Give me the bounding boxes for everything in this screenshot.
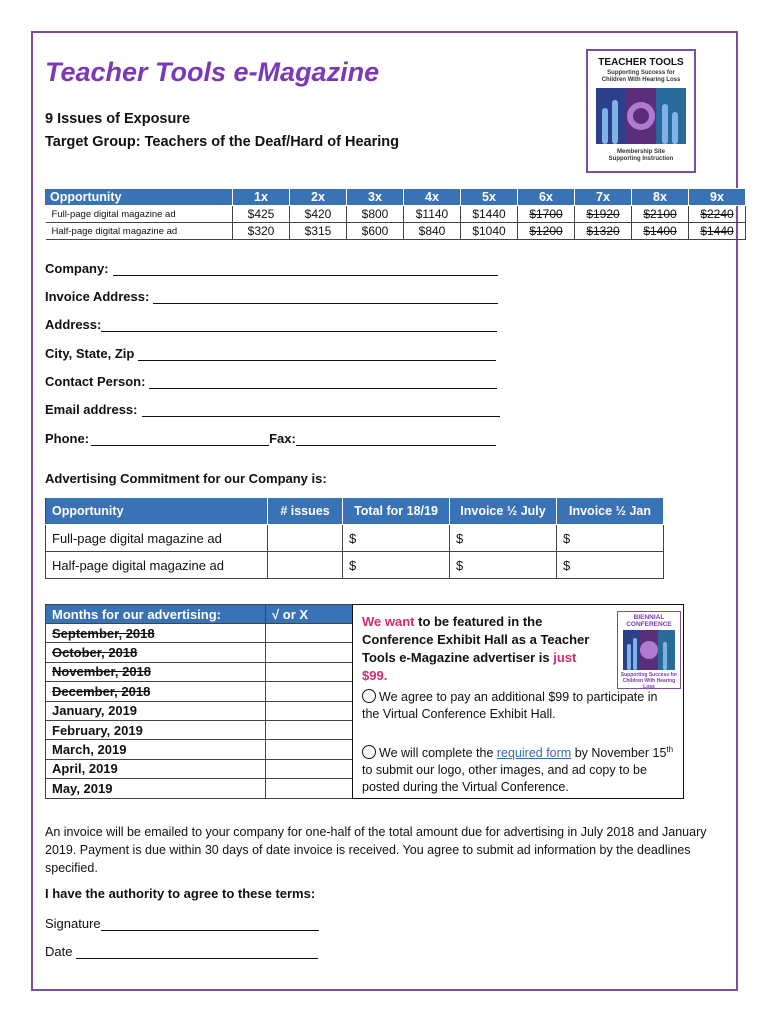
- month-check-cell[interactable]: [266, 779, 353, 798]
- table-row: [46, 223, 746, 240]
- month-label: February, 2019: [46, 720, 266, 739]
- company-label: Company:: [45, 261, 109, 276]
- price-row-label: Full-page digital magazine ad: [46, 206, 233, 223]
- commit-header-total: Total for 18/19: [343, 498, 450, 525]
- signature-field[interactable]: [45, 916, 319, 931]
- logo-tagline: [588, 70, 694, 84]
- fax-label: Fax:: [269, 431, 296, 446]
- months-header-check: √ or X: [266, 605, 353, 624]
- month-label: December, 2018: [46, 682, 266, 701]
- ordinal-suffix: th: [666, 745, 674, 754]
- address-label: Address:: [45, 317, 102, 332]
- month-check-cell[interactable]: [266, 740, 353, 759]
- table-row: [46, 624, 353, 643]
- price-cell: $1920: [575, 206, 632, 223]
- price-header-col: 6x: [518, 189, 575, 206]
- conference-price: just $99.: [362, 650, 577, 683]
- month-check-cell[interactable]: [266, 701, 353, 720]
- logo-footer-2: Supporting Instruction: [608, 156, 674, 162]
- conference-heading: [362, 613, 602, 685]
- table-row: [46, 779, 353, 798]
- month-label: March, 2019: [46, 740, 266, 759]
- contact-person-label: Contact Person:: [45, 374, 146, 389]
- option-form-text-c: to submit our logo, other images, and ad copy to be posted during the Virtual Conference.: [362, 763, 647, 795]
- table-row: [46, 662, 353, 681]
- price-cell: $2240: [689, 206, 746, 223]
- contact-person-input-line[interactable]: [149, 375, 497, 389]
- price-table: [45, 188, 746, 240]
- table-row: [46, 740, 353, 759]
- option-form-text-b: by November 15: [571, 746, 667, 761]
- invoice-address-field[interactable]: [45, 289, 498, 304]
- table-row: [46, 720, 353, 739]
- commitment-table: [45, 497, 664, 579]
- commit-jan-cell[interactable]: $: [557, 552, 664, 579]
- month-check-cell[interactable]: [266, 720, 353, 739]
- price-cell: $320: [233, 223, 290, 240]
- price-cell: $420: [290, 206, 347, 223]
- email-input-line[interactable]: [142, 403, 500, 417]
- month-label: April, 2019: [46, 759, 266, 778]
- commit-total-cell[interactable]: $: [343, 525, 450, 552]
- phone-fax-field[interactable]: [45, 431, 496, 446]
- hands-illustration: [596, 88, 686, 144]
- month-label: October, 2018: [46, 643, 266, 662]
- table-row: [46, 759, 353, 778]
- months-table: [45, 604, 353, 799]
- month-check-cell[interactable]: [266, 759, 353, 778]
- price-cell: $2100: [632, 206, 689, 223]
- month-label: January, 2019: [46, 701, 266, 720]
- month-check-cell[interactable]: [266, 624, 353, 643]
- table-row: [46, 701, 353, 720]
- price-header-col: 2x: [290, 189, 347, 206]
- date-input-line[interactable]: [76, 945, 318, 959]
- address-field[interactable]: [45, 317, 497, 332]
- date-label: Date: [45, 944, 73, 959]
- price-row-label: Half-page digital magazine ad: [46, 223, 233, 240]
- price-header-col: 3x: [347, 189, 404, 206]
- commitment-heading: Advertising Commitment for our Company is:: [45, 471, 327, 486]
- commit-issues-cell[interactable]: [268, 525, 343, 552]
- commit-header-invoice-jan: Invoice ½ Jan: [557, 498, 664, 525]
- month-check-cell[interactable]: [266, 682, 353, 701]
- invoice-address-label: Invoice Address:: [45, 289, 150, 304]
- teacher-tools-logo: [586, 49, 696, 173]
- price-cell: $1400: [632, 223, 689, 240]
- date-field[interactable]: [45, 944, 318, 959]
- table-row: [46, 682, 353, 701]
- price-header-col: 8x: [632, 189, 689, 206]
- month-label: November, 2018: [46, 662, 266, 681]
- badge-subtitle-1: Supporting Success for: [620, 672, 678, 678]
- we-want-text: We want: [362, 614, 415, 629]
- price-cell: $1200: [518, 223, 575, 240]
- month-check-cell[interactable]: [266, 662, 353, 681]
- commit-header-opportunity: Opportunity: [46, 498, 268, 525]
- table-row: [46, 206, 746, 223]
- commit-jan-cell[interactable]: $: [557, 525, 664, 552]
- price-cell: $600: [347, 223, 404, 240]
- price-header-col: 4x: [404, 189, 461, 206]
- months-header-label: Months for our advertising:: [46, 605, 266, 624]
- logo-title: TEACHER TOOLS: [598, 57, 684, 68]
- commit-header-issues: # issues: [268, 498, 343, 525]
- signature-input-line[interactable]: [101, 917, 319, 931]
- conference-heading-text: to be featured in the Conference Exhibit Hall as a Teacher Tools e-Magazine advertiser is: [362, 614, 590, 665]
- commit-issues-cell[interactable]: [268, 552, 343, 579]
- price-table-header: [46, 189, 746, 206]
- required-form-link[interactable]: required form: [496, 746, 572, 761]
- logo-footer: [588, 149, 694, 163]
- page-title: Teacher Tools e-Magazine: [45, 57, 380, 87]
- option-form-text-a: We will complete the: [379, 746, 497, 761]
- commit-july-cell[interactable]: $: [450, 552, 557, 579]
- option-pay-text: We agree to pay an additional $99 to participate in the Virtual Conference Exhibit Hall.: [362, 690, 658, 721]
- month-label: May, 2019: [46, 779, 266, 798]
- price-cell: $1440: [461, 206, 518, 223]
- table-row: [46, 643, 353, 662]
- subtitle-issues: 9 Issues of Exposure: [45, 111, 191, 127]
- badge-title-2: CONFERENCE: [626, 621, 672, 628]
- company-field[interactable]: [45, 261, 498, 276]
- price-header-col: 1x: [233, 189, 290, 206]
- price-cell: $1440: [689, 223, 746, 240]
- commit-total-cell[interactable]: $: [343, 552, 450, 579]
- price-cell: $1320: [575, 223, 632, 240]
- invoice-terms-paragraph: An invoice will be emailed to your company for one-half of the total amount due for advertising in July 2018 and January 2019. Payment is due within 30 days of date invoice is received. You agree to submit ad information by the deadlines specified.: [45, 825, 707, 875]
- month-check-cell[interactable]: [266, 643, 353, 662]
- conference-box: [352, 604, 684, 799]
- address-input-line[interactable]: [101, 318, 497, 332]
- logo-tagline-1: Supporting Success for: [607, 70, 675, 76]
- price-cell: $1700: [518, 206, 575, 223]
- radio-button-pay[interactable]: [362, 689, 376, 703]
- price-cell: $840: [404, 223, 461, 240]
- city-state-zip-input-line[interactable]: [138, 347, 496, 361]
- commit-header-invoice-july: Invoice ½ July: [450, 498, 557, 525]
- commit-row-label: Half-page digital magazine ad: [46, 552, 268, 579]
- email-field[interactable]: [45, 402, 500, 417]
- badge-title-1: BIENNIAL: [633, 614, 665, 621]
- city-state-zip-label: City, State, Zip: [45, 346, 135, 361]
- badge-subtitle-2: Children With Hearing Loss: [622, 678, 676, 690]
- conference-option-form[interactable]: [362, 741, 674, 796]
- months-header: [46, 605, 353, 624]
- biennial-conference-logo: [617, 611, 681, 689]
- city-state-zip-field[interactable]: [45, 346, 496, 361]
- logo-footer-1: Membership Site: [616, 149, 665, 155]
- phone-input-line[interactable]: [91, 432, 269, 446]
- contact-person-field[interactable]: [45, 374, 497, 389]
- price-cell: $1040: [461, 223, 518, 240]
- company-input-line[interactable]: [113, 262, 498, 276]
- logo-tagline-2: Children With Hearing Loss: [601, 77, 681, 83]
- price-cell: $1140: [404, 206, 461, 223]
- table-row: [46, 525, 664, 552]
- subtitle-target-group: Target Group: Teachers of the Deaf/Hard of Hearing: [45, 134, 399, 150]
- conference-illustration: [623, 630, 675, 670]
- badge-subtitle: [618, 672, 680, 690]
- radio-button-form[interactable]: [362, 745, 376, 759]
- commitment-header: [46, 498, 664, 525]
- price-cell: $800: [347, 206, 404, 223]
- phone-label: Phone:: [45, 431, 90, 446]
- signature-label: Signature: [45, 916, 101, 931]
- conference-option-pay[interactable]: [362, 689, 674, 723]
- table-row: [46, 552, 664, 579]
- month-label: September, 2018: [46, 624, 266, 643]
- badge-title: [618, 614, 680, 628]
- commit-july-cell[interactable]: $: [450, 525, 557, 552]
- price-header-col: 7x: [575, 189, 632, 206]
- email-label: Email address:: [45, 402, 138, 417]
- price-header-col: 5x: [461, 189, 518, 206]
- invoice-address-input-line[interactable]: [153, 290, 498, 304]
- price-cell: $425: [233, 206, 290, 223]
- price-header-opportunity: Opportunity: [46, 189, 233, 206]
- price-header-col: 9x: [689, 189, 746, 206]
- price-cell: $315: [290, 223, 347, 240]
- fax-input-line[interactable]: [296, 432, 496, 446]
- commit-row-label: Full-page digital magazine ad: [46, 525, 268, 552]
- authority-statement: I have the authority to agree to these terms:: [45, 886, 316, 901]
